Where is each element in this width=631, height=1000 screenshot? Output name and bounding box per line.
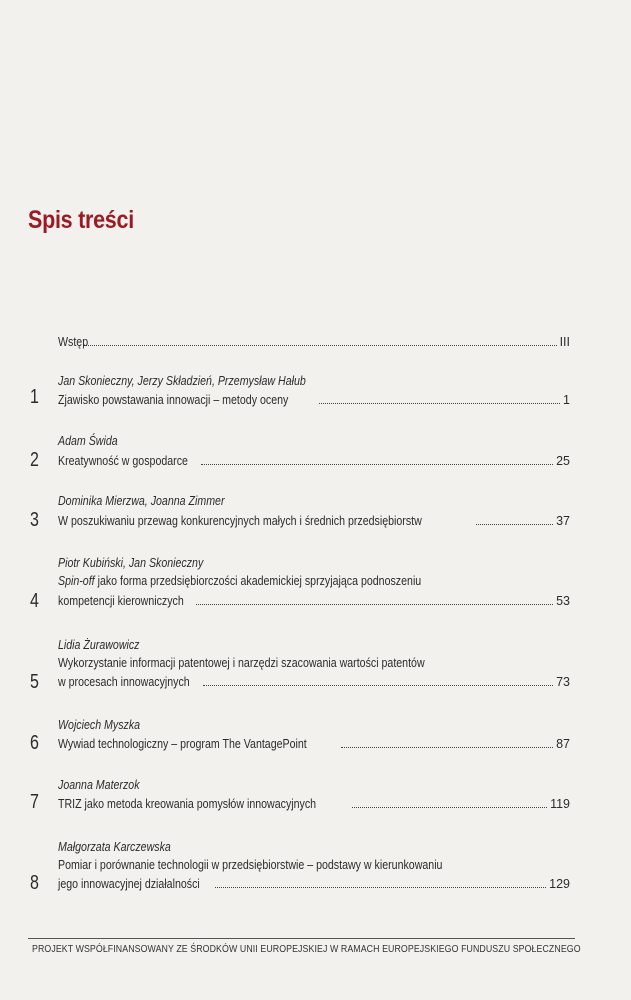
intro-page: III — [559, 335, 570, 349]
chapter-4-number: 4 — [30, 590, 39, 612]
chapter-5-page: 73 — [556, 675, 570, 689]
chapter-2-authors: Adam Świda — [58, 434, 118, 448]
page-title: Spis treści — [28, 206, 134, 234]
chapter-4-page: 53 — [556, 594, 570, 608]
chapter-1-entry — [58, 390, 570, 408]
chapter-7-title: TRIZ jako metoda kreowania pomysłów innowacyjnych — [58, 797, 317, 811]
chapter-8-page: 129 — [549, 877, 570, 891]
intro-label: Wstęp — [58, 335, 89, 349]
chapter-7-authors: Joanna Materzok — [58, 778, 140, 792]
chapter-4-title-line2: kompetencji kierowniczych — [58, 594, 184, 608]
chapter-4-title-italic: Spin-off — [58, 574, 95, 588]
chapter-1-authors: Jan Skonieczny, Jerzy Składzień, Przemysław Hałub — [58, 374, 306, 388]
chapter-5-authors: Lidia Żurawowicz — [58, 638, 140, 652]
chapter-5-number: 5 — [30, 671, 39, 693]
toc-entry-intro — [58, 332, 570, 350]
chapter-2-number: 2 — [30, 449, 39, 471]
chapter-1-number: 1 — [30, 386, 39, 408]
chapter-6-entry — [58, 734, 570, 752]
chapter-6-page: 87 — [556, 737, 570, 751]
chapter-4-authors: Piotr Kubiński, Jan Skonieczny — [58, 556, 204, 570]
chapter-5-title-line2: w procesach innowacyjnych — [58, 675, 190, 689]
chapter-7-page: 119 — [550, 797, 570, 811]
chapter-7-number: 7 — [30, 791, 39, 813]
chapter-4-entry — [58, 591, 570, 609]
chapter-8-entry — [58, 874, 570, 892]
chapter-1-title: Zjawisko powstawania innowacji – metody oceny — [58, 393, 289, 407]
chapter-3-authors: Dominika Mierzwa, Joanna Zimmer — [58, 494, 225, 508]
chapter-1-page: 1 — [563, 393, 570, 407]
chapter-8-title-line1: Pomiar i porównanie technologii w przedsiębiorstwie – podstawy w kierunkowaniu — [58, 858, 443, 872]
chapter-2-page: 25 — [556, 454, 570, 468]
footer-text: PROJEKT WSPÓŁFINANSOWANY ZE ŚRODKÓW UNII EUROPEJSKIEJ W RAMACH EUROPEJSKIEGO FUNDUSZU SPOŁECZNEGO — [32, 944, 581, 955]
chapter-8-number: 8 — [30, 872, 39, 894]
chapter-2-title: Kreatywność w gospodarce — [58, 454, 188, 468]
chapter-3-entry — [58, 511, 570, 529]
chapter-3-number: 3 — [30, 509, 39, 531]
chapter-8-title-line2: jego innowacyjnej działalności — [58, 877, 200, 891]
chapter-5-entry — [58, 672, 570, 690]
chapter-3-title: W poszukiwaniu przewag konkurencyjnych małych i średnich przedsiębiorstw — [58, 514, 422, 528]
footer-divider — [28, 938, 575, 939]
chapter-8-authors: Małgorzata Karczewska — [58, 840, 171, 854]
chapter-4-title-line1: Spin-off jako forma przedsiębiorczości akademickiej sprzyjająca podnoszeniu — [58, 574, 422, 588]
chapter-6-authors: Wojciech Myszka — [58, 718, 141, 732]
chapter-6-title: Wywiad technologiczny – program The VantagePoint — [58, 737, 307, 751]
chapter-5-title-line1: Wykorzystanie informacji patentowej i narzędzi szacowania wartości patentów — [58, 656, 425, 670]
chapter-6-number: 6 — [30, 732, 39, 754]
chapter-2-entry — [58, 451, 570, 469]
chapter-3-page: 37 — [556, 514, 570, 528]
chapter-7-entry — [58, 794, 570, 812]
